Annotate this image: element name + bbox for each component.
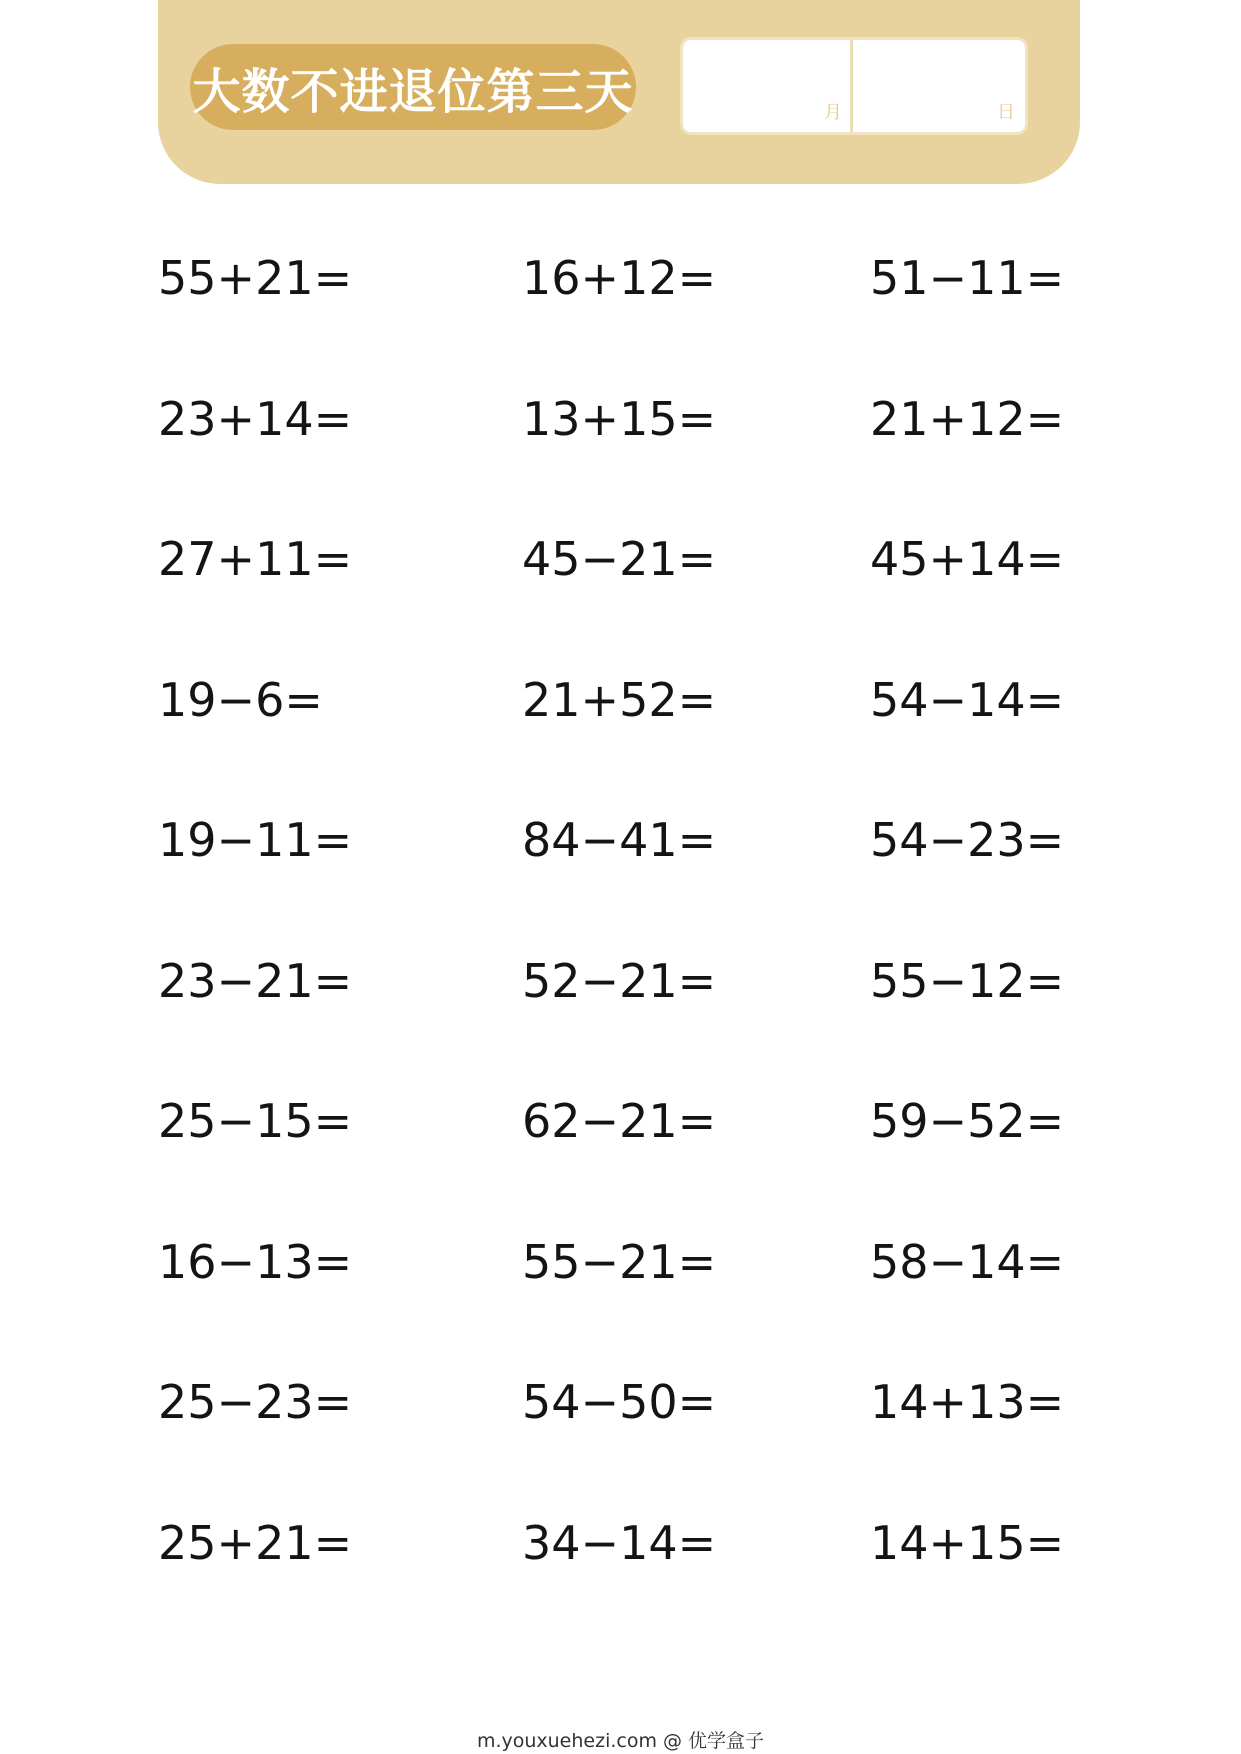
math-problem: 25+21= xyxy=(158,1515,353,1570)
math-problem: 51−11= xyxy=(870,251,1065,305)
math-problem: 14+15= xyxy=(870,1515,1065,1570)
math-problem: 84−41= xyxy=(522,813,717,867)
math-problem: 23−21= xyxy=(158,953,353,1008)
math-problem: 45−21= xyxy=(522,532,717,586)
math-problem: 55−12= xyxy=(870,953,1065,1008)
math-problem: 19−11= xyxy=(158,813,353,867)
math-problem: 55+21= xyxy=(158,251,353,305)
math-problem: 55−21= xyxy=(522,1234,717,1289)
math-problem: 23+14= xyxy=(158,391,353,446)
math-problem: 25−15= xyxy=(158,1094,353,1148)
math-problem: 62−21= xyxy=(522,1094,717,1148)
math-problem: 27+11= xyxy=(158,532,353,586)
math-problem: 21+12= xyxy=(870,391,1065,446)
math-problem: 21+52= xyxy=(522,672,717,727)
day-label: 日 xyxy=(997,102,1015,123)
math-problem: 16−13= xyxy=(158,1234,353,1289)
worksheet-title: 大数不进退位第三天 xyxy=(192,63,634,120)
math-problem: 14+13= xyxy=(870,1375,1065,1429)
math-problem: 58−14= xyxy=(870,1234,1065,1289)
math-problem: 16+12= xyxy=(522,251,717,305)
math-problem: 54−14= xyxy=(870,672,1065,727)
math-problem: 13+15= xyxy=(522,391,717,446)
math-problem: 34−14= xyxy=(522,1515,717,1570)
math-problem: 25−23= xyxy=(158,1375,353,1429)
month-label: 月 xyxy=(824,102,842,123)
math-problem: 45+14= xyxy=(870,532,1065,586)
footer-credit: m.youxuehezi.com @ 优学盒子 xyxy=(476,1730,765,1752)
math-problem: 52−21= xyxy=(522,953,717,1008)
math-problem: 59−52= xyxy=(870,1094,1065,1148)
math-problem: 54−50= xyxy=(522,1375,717,1429)
math-problem: 19−6= xyxy=(158,672,323,727)
math-problem: 54−23= xyxy=(870,813,1065,867)
